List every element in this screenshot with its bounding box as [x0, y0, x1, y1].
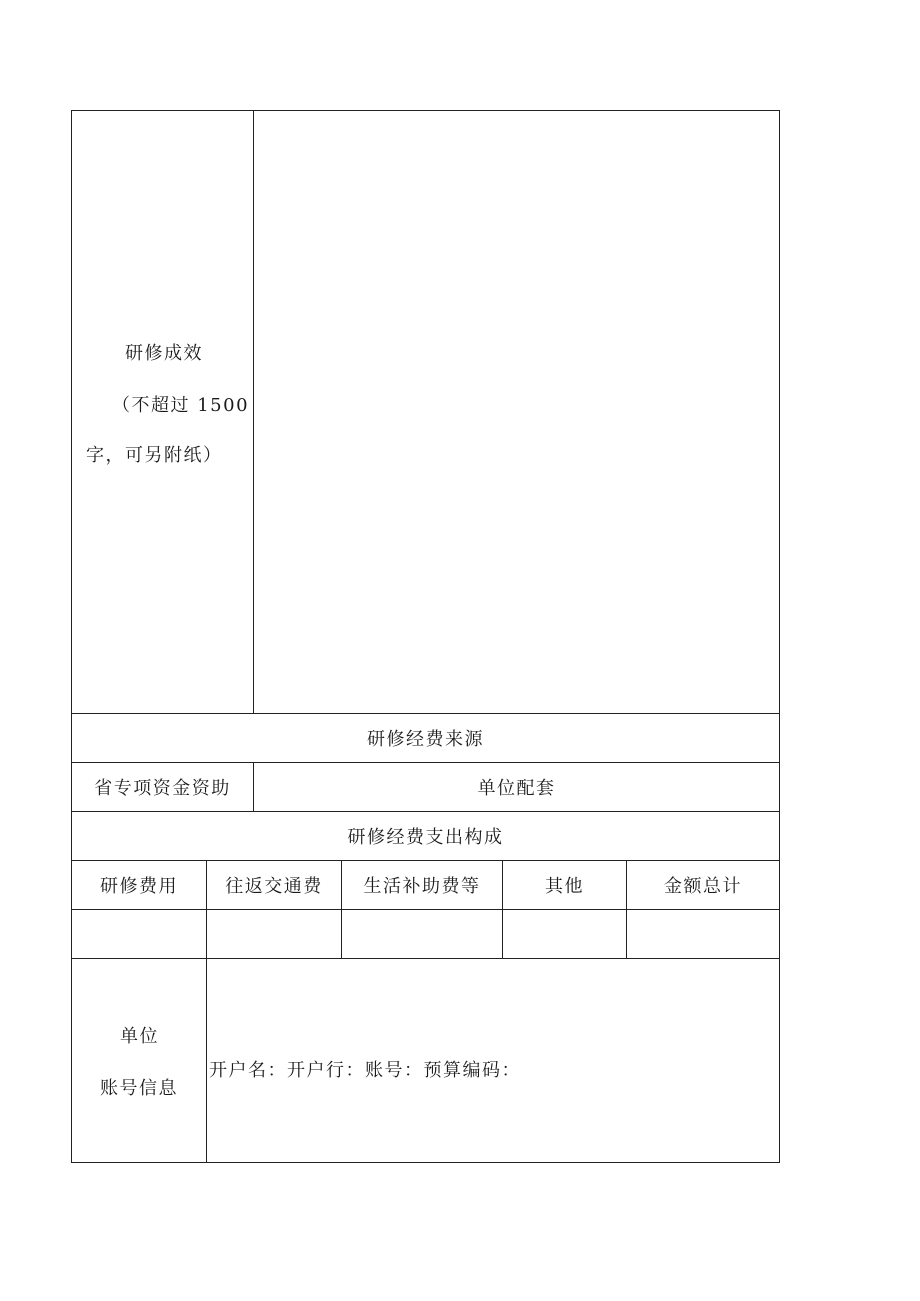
- expense-value-training-fee[interactable]: [71, 909, 207, 959]
- funding-form-table: [71, 110, 780, 1163]
- expense-col-other: [502, 860, 627, 910]
- unit-matching-cell: [253, 762, 780, 812]
- expense-header: 研修经费支出构成: [347, 827, 504, 848]
- effect-content-field[interactable]: [253, 110, 780, 714]
- column-header: 生活补助费等: [363, 876, 481, 897]
- provincial-funding-label: 省专项资金资助: [94, 778, 231, 799]
- account-details-text: 开户名：开户行：账号：预算编码：: [209, 1060, 521, 1081]
- funding-source-header: 研修经费来源: [367, 729, 484, 750]
- provincial-funding-cell: [71, 762, 254, 812]
- account-label-unit: 单位: [120, 1026, 159, 1047]
- expense-col-total: [626, 860, 780, 910]
- expense-value-total[interactable]: [626, 909, 780, 959]
- column-header: 其他: [545, 876, 584, 897]
- effect-label-note: 字，可另附纸）: [86, 445, 223, 466]
- account-label-info: 账号信息: [100, 1078, 178, 1099]
- expense-col-travel: [206, 860, 342, 910]
- expense-value-other[interactable]: [502, 909, 627, 959]
- account-label-cell: [71, 958, 207, 1163]
- funding-source-header-cell: [71, 713, 780, 763]
- expense-value-living-allowance[interactable]: [341, 909, 503, 959]
- effect-label-cell: [71, 110, 254, 714]
- expense-header-cell: [71, 811, 780, 861]
- expense-col-living-allowance: [341, 860, 503, 910]
- effect-label-limit: （不超过 1500: [112, 395, 250, 416]
- column-header: 往返交通费: [225, 876, 323, 897]
- column-header: 金额总计: [664, 876, 742, 897]
- effect-label-title: 研修成效: [125, 343, 203, 364]
- column-header: 研修费用: [100, 876, 178, 897]
- unit-matching-label: 单位配套: [477, 778, 556, 799]
- account-details-cell[interactable]: [206, 958, 780, 1163]
- expense-col-training-fee: [71, 860, 207, 910]
- expense-value-travel[interactable]: [206, 909, 342, 959]
